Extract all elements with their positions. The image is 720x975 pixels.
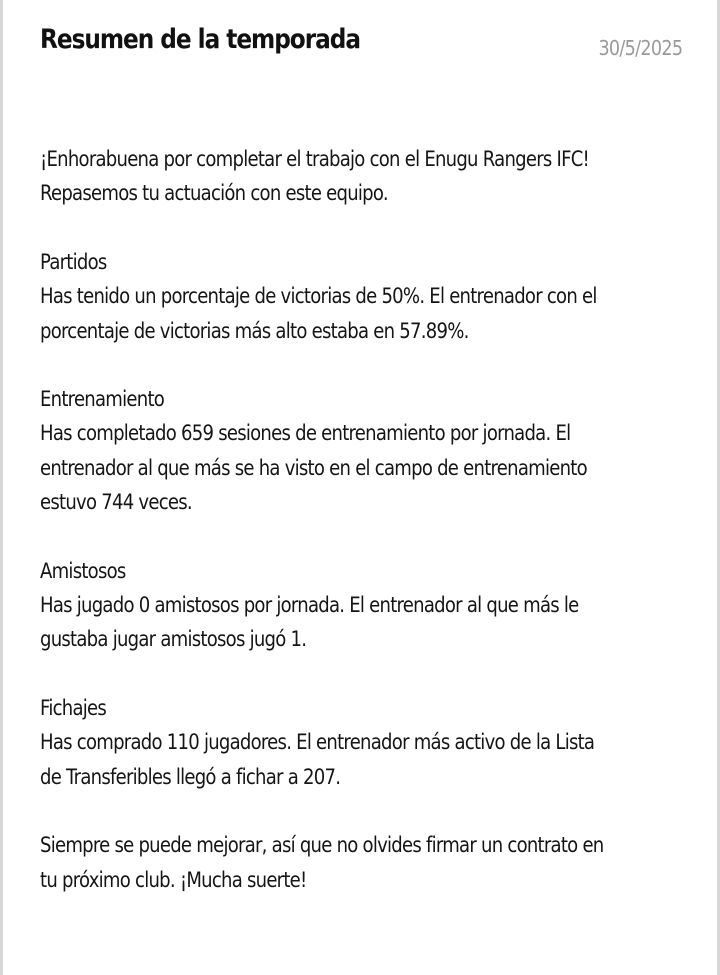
section-line: gustaba jugar amistosos jugó 1. xyxy=(40,627,307,653)
section-fichajes xyxy=(40,692,720,795)
section-line: porcentaje de victorias más alto estaba en 57.89%. xyxy=(40,318,469,344)
section-entrenamiento xyxy=(40,383,720,521)
section-heading: Amistosos xyxy=(40,558,126,584)
date-label: 30/5/2025 xyxy=(598,36,682,60)
closing-paragraph xyxy=(40,829,720,898)
intro-line: ¡Enhorabuena por completar el trabajo con el Enugu Rangers IFC! xyxy=(40,147,590,172)
section-line: Has comprado 110 jugadores. El entrenador más activo de la Lista xyxy=(40,730,595,756)
intro-line: Repasemos tu actuación con este equipo. xyxy=(40,181,388,207)
summary-content xyxy=(40,143,720,932)
section-line: Has completado 659 sesiones de entrenamiento por jornada. El xyxy=(40,421,571,447)
page-title: Resumen de la temporada xyxy=(40,24,361,55)
header xyxy=(40,22,682,66)
section-line: estuvo 744 veces. xyxy=(40,490,192,516)
section-heading: Partidos xyxy=(40,249,107,275)
section-partidos xyxy=(40,246,720,349)
section-heading: Entrenamiento xyxy=(40,387,165,413)
section-line: Has jugado 0 amistosos por jornada. El entrenador al que más le xyxy=(40,593,579,619)
section-amistosos xyxy=(40,555,720,658)
section-line: Has tenido un porcentaje de victorias de 50%. El entrenador con el xyxy=(40,284,597,310)
section-line: entrenador al que más se ha visto en el campo de entrenamiento xyxy=(40,455,587,481)
section-line: de Transferibles llegó a fichar a 207. xyxy=(40,764,341,790)
left-edge-border xyxy=(0,0,3,975)
intro-paragraph xyxy=(40,143,720,212)
closing-line: tu próximo club. ¡Mucha suerte! xyxy=(40,867,307,893)
section-heading: Fichajes xyxy=(40,695,107,721)
closing-line: Siempre se puede mejorar, así que no olvides firmar un contrato en xyxy=(40,833,604,859)
